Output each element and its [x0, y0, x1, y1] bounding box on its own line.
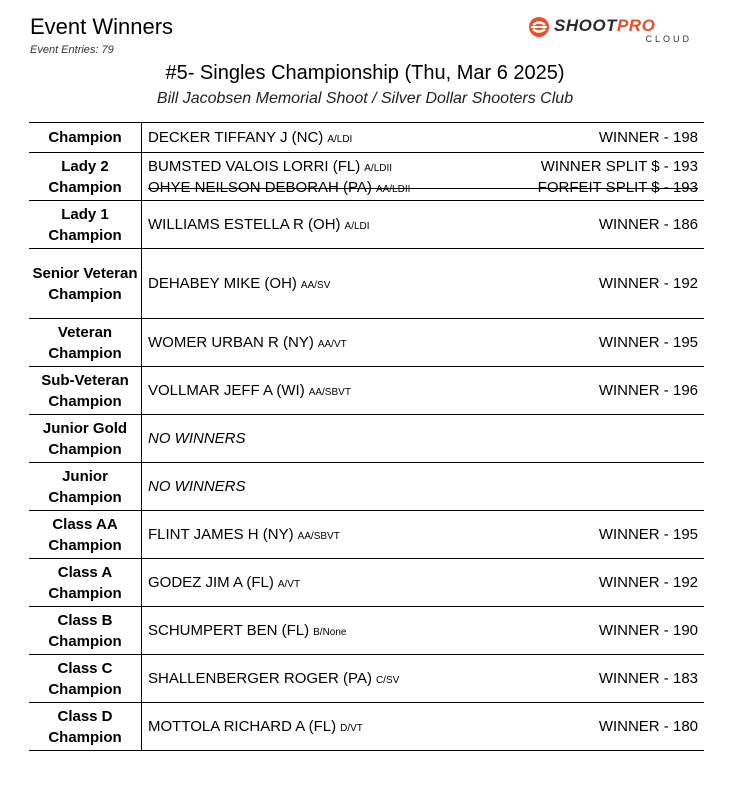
winner-name: SCHUMPERT BEN (FL) B/None [148, 622, 347, 639]
winner-name: FLINT JAMES H (NY) AA/SBVT [148, 526, 340, 543]
winner-line [142, 380, 704, 401]
winner-line [142, 214, 704, 235]
winner-class: AA/VT [317, 339, 347, 350]
category-label [29, 463, 142, 510]
category-label-text: Class A Champion [48, 563, 122, 602]
category-label [29, 655, 142, 702]
winner-line [142, 127, 704, 148]
winner-cell [142, 367, 704, 414]
winner-cell [142, 607, 704, 654]
winner-result: WINNER - 195 [598, 526, 698, 543]
no-winners-text: NO WINNERS [148, 430, 246, 447]
category-label [29, 415, 142, 462]
winner-name: WILLIAMS ESTELLA R (OH) A/LDI [148, 216, 370, 233]
category-label [29, 367, 142, 414]
winner-line [142, 620, 704, 641]
winner-line [142, 716, 704, 737]
winner-name: BUMSTED VALOIS LORRI (FL) A/LDII [148, 157, 393, 175]
table-row [29, 559, 704, 607]
winner-result: WINNER - 198 [598, 129, 698, 146]
table-row [29, 249, 704, 319]
event-entries: Event Entries: 79 [30, 44, 114, 56]
winner-result: WINNER - 196 [598, 382, 698, 399]
winner-result: WINNER - 186 [598, 216, 698, 233]
winner-class: B/None [313, 627, 347, 638]
winner-class: AA/SBVT [297, 531, 340, 542]
table-row [29, 153, 704, 201]
shootpro-logo-icon [528, 16, 550, 38]
table-row [29, 319, 704, 367]
logo-wordmark: SHOOTPRO [554, 16, 656, 35]
winner-cell [142, 249, 704, 318]
logo-sub: CLOUD [645, 34, 692, 44]
winner-name: MOTTOLA RICHARD A (FL) D/VT [148, 718, 363, 735]
winner-result: WINNER - 192 [598, 275, 698, 292]
winner-name: OHYE NEILSON DEBORAH (PA) AA/LDII [148, 178, 411, 196]
category-label [29, 703, 142, 750]
winner-class: AA/SV [300, 280, 331, 291]
winner-line [142, 332, 704, 353]
table-row [29, 123, 704, 153]
winner-result: WINNER - 190 [598, 622, 698, 639]
table-row [29, 655, 704, 703]
winner-line [142, 668, 704, 689]
winner-name: GODEZ JIM A (FL) A/VT [148, 574, 301, 591]
category-label-text: Veteran Champion [48, 323, 122, 362]
winner-class: A/LDI [327, 134, 353, 145]
page-title: Event Winners [30, 14, 174, 39]
winner-result: WINNER - 180 [598, 718, 698, 735]
category-label-text: Lady 2 Champion [48, 157, 122, 196]
no-winners-text: NO WINNERS [148, 478, 246, 495]
event-title: #5- Singles Championship (Thu, Mar 6 2025) [165, 62, 565, 84]
category-label [29, 201, 142, 248]
category-label [29, 153, 142, 200]
winner-result: WINNER - 195 [598, 334, 698, 351]
winner-cell [142, 463, 704, 510]
winner-cell [142, 511, 704, 558]
winner-name: WOMER URBAN R (NY) AA/VT [148, 334, 347, 351]
winner-cell [142, 201, 704, 248]
winner-cell [142, 415, 704, 462]
winner-class: C/SV [375, 675, 400, 686]
winner-line [142, 524, 704, 545]
winner-line [142, 273, 704, 294]
no-winners-line [142, 428, 704, 449]
winner-class: AA/SBVT [308, 387, 351, 398]
category-label [29, 249, 142, 318]
winner-class: AA/LDII [375, 183, 411, 195]
category-label-text: Class AA Champion [48, 515, 122, 554]
shootpro-logo [528, 16, 700, 46]
category-label [29, 123, 142, 152]
category-label-text: Class B Champion [48, 611, 122, 650]
table-row [29, 415, 704, 463]
category-label-text: Class C Champion [48, 659, 122, 698]
winner-name: DECKER TIFFANY J (NC) A/LDI [148, 129, 353, 146]
category-label-text: Senior Veteran Champion [32, 264, 138, 303]
winner-name: SHALLENBERGER ROGER (PA) C/SV [148, 670, 400, 687]
category-label-text: Junior Champion [48, 467, 122, 506]
category-label-text: Class D Champion [48, 707, 122, 746]
winners-table [29, 122, 704, 751]
winner-cell [142, 559, 704, 606]
table-row [29, 607, 704, 655]
winner-class: A/LDII [364, 162, 393, 174]
table-row [29, 703, 704, 751]
winner-line [142, 177, 704, 198]
winner-line [142, 572, 704, 593]
category-label [29, 559, 142, 606]
category-label-text: Sub-Veteran Champion [41, 371, 129, 410]
winner-class: A/LDI [344, 221, 370, 232]
winner-cell [142, 123, 704, 152]
category-label [29, 319, 142, 366]
winner-name: DEHABEY MIKE (OH) AA/SV [148, 275, 331, 292]
event-subtitle: Bill Jacobsen Memorial Shoot / Silver Dollar Shooters Club [156, 90, 574, 107]
category-label [29, 607, 142, 654]
winner-class: D/VT [340, 723, 363, 734]
table-row [29, 201, 704, 249]
winner-cell [142, 703, 704, 750]
winner-result: WINNER - 192 [598, 574, 698, 591]
winner-cell [142, 153, 704, 200]
category-label-text: Junior Gold Champion [42, 419, 128, 458]
table-row [29, 463, 704, 511]
category-label-text: Champion [48, 129, 122, 146]
winner-cell [142, 319, 704, 366]
no-winners-line [142, 476, 704, 497]
table-row [29, 367, 704, 415]
winner-line [142, 156, 704, 177]
winner-result: WINNER SPLIT $ - 193 [540, 157, 698, 175]
winner-cell [142, 655, 704, 702]
category-label [29, 511, 142, 558]
table-row [29, 511, 704, 559]
category-label-text: Lady 1 Champion [48, 205, 122, 244]
winner-result: FORFEIT SPLIT $ - 193 [537, 178, 698, 196]
winner-class: A/VT [277, 579, 301, 590]
winner-result: WINNER - 183 [598, 670, 698, 687]
winner-name: VOLLMAR JEFF A (WI) AA/SBVT [148, 382, 351, 399]
